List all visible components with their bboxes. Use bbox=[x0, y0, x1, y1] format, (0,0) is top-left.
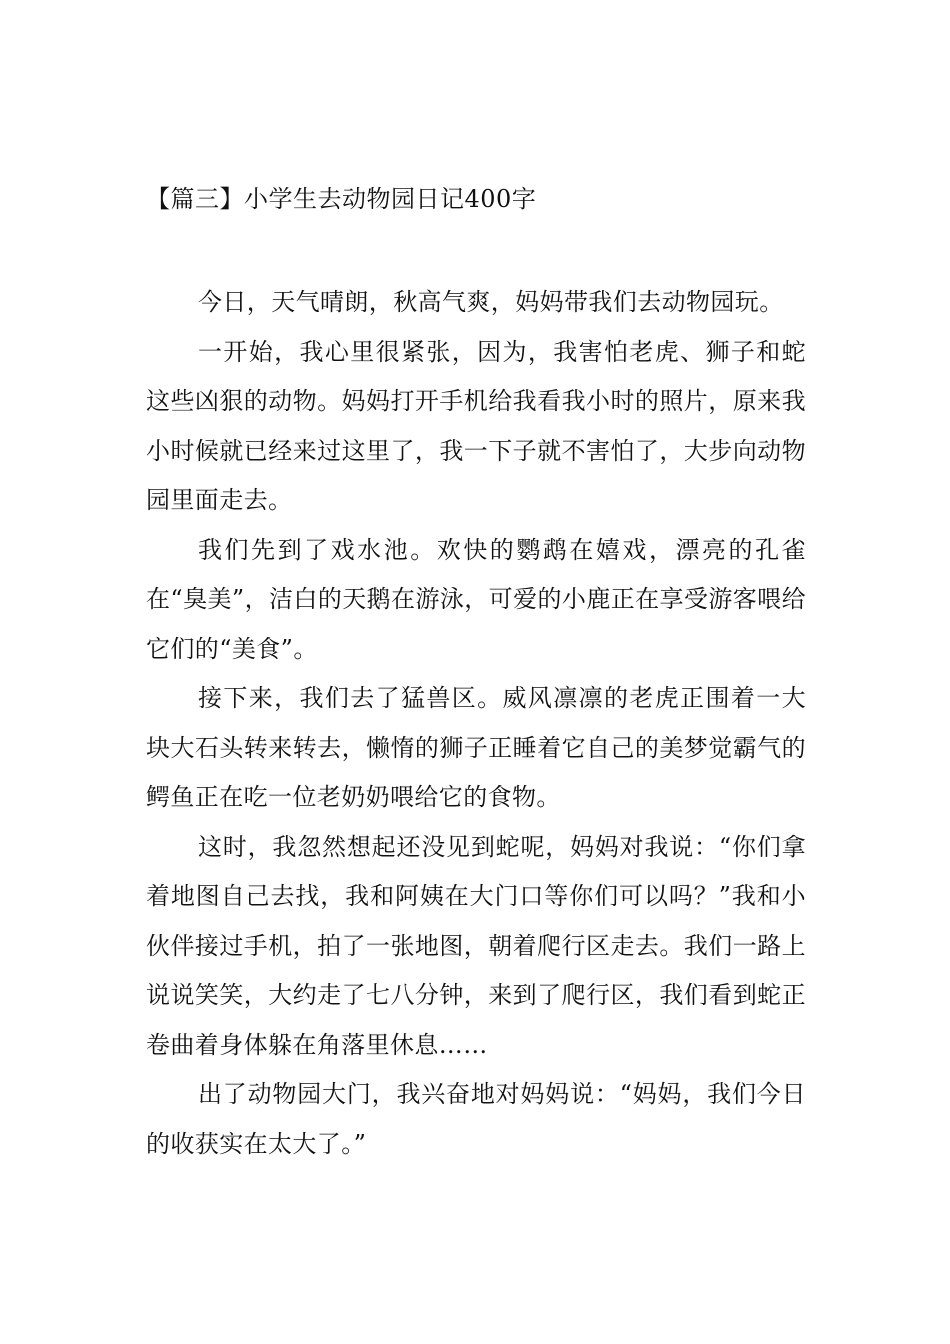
paragraph-5: 这时，我忽然想起还没见到蛇呢，妈妈对我说：“你们拿着地图自己去找，我和阿姨在大门口等你们可以吗？”我和小伙伴接过手机，拍了一张地图，朝着爬行区走去。我们一路上说说笑笑，大约走了七八分钟，来到了爬行区，我们看到蛇正卷曲着身体躲在角落里休息…… bbox=[146, 832, 806, 1059]
document-heading: 【篇三】小学生去动物园日记400字 bbox=[146, 185, 537, 213]
paragraph-6: 出了动物园大门，我兴奋地对妈妈说：“妈妈，我们今日的收获实在太大了。” bbox=[146, 1080, 806, 1158]
paragraph-1: 今日，天气晴朗，秋高气爽，妈妈带我们去动物园玩。 bbox=[198, 288, 784, 316]
paragraph-4: 接下来，我们去了猛兽区。威风凛凛的老虎正围着一大块大石头转来转去，懒惰的狮子正睡着它自己的美梦觉霸气的鳄鱼正在吃一位老奶奶喂给它的食物。 bbox=[146, 684, 806, 811]
document-body bbox=[146, 278, 806, 1169]
paragraph-2: 一开始，我心里很紧张，因为，我害怕老虎、狮子和蛇这些凶狠的动物。妈妈打开手机给我看我小时的照片，原来我小时候就已经来过这里了，我一下子就不害怕了，大步向动物园里面走去。 bbox=[146, 337, 806, 514]
paragraph-3: 我们先到了戏水池。欢快的鹦鹉在嬉戏，漂亮的孔雀在“臭美”，洁白的天鹅在游泳，可爱的小鹿正在享受游客喂给它们的“美食”。 bbox=[146, 535, 806, 663]
